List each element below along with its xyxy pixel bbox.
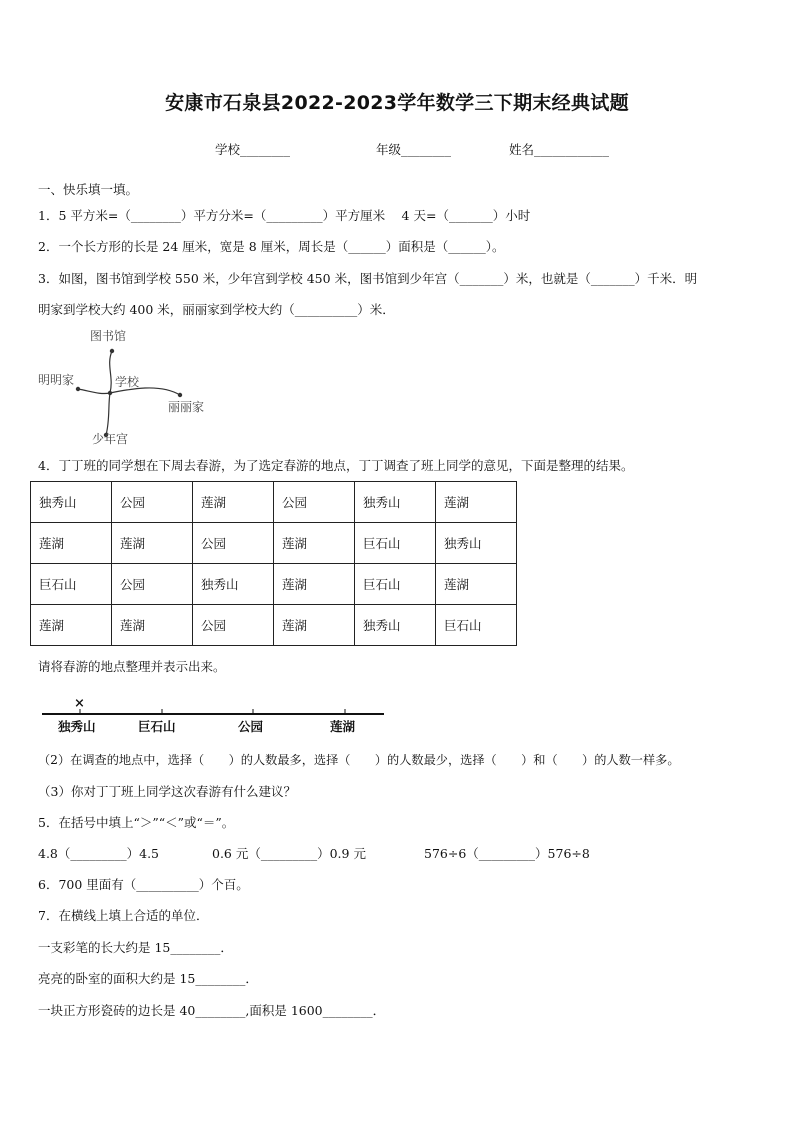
table-cell: 莲湖 bbox=[112, 523, 193, 564]
question-7: 7．在横线上填上合适的单位． bbox=[38, 908, 209, 923]
grade-field: 年级________ bbox=[376, 142, 452, 157]
table-cell: 莲湖 bbox=[112, 605, 193, 646]
table-cell: 莲湖 bbox=[274, 523, 355, 564]
number-line-label: 独秀山 bbox=[58, 719, 96, 734]
library-dot bbox=[110, 349, 114, 353]
question-7-1: 一支彩笔的长大约是 15________． bbox=[38, 940, 233, 955]
youth-palace-label: 少年宫 bbox=[92, 432, 129, 446]
question-2: 2．一个长方形的长是 24 厘米，宽是 8 厘米，周长是（______）面积是（______）。 bbox=[38, 239, 505, 254]
lili-label: 丽丽家 bbox=[168, 400, 205, 414]
table-cell: 巨石山 bbox=[355, 564, 436, 605]
table-cell: 公园 bbox=[193, 605, 274, 646]
q5-item-3: 576÷6（_________）576÷8 bbox=[424, 846, 590, 861]
school-field: 学校________ bbox=[215, 142, 291, 157]
table-cell: 莲湖 bbox=[436, 564, 517, 605]
q5-item-1: 4.8（_________）4.5 bbox=[38, 846, 160, 861]
table-cell: 独秀山 bbox=[31, 482, 112, 523]
table-row bbox=[31, 564, 517, 605]
table-cell: 莲湖 bbox=[274, 564, 355, 605]
library-label: 图书馆 bbox=[90, 329, 127, 343]
question-5: 5．在括号中填上“＞”“＜”或“＝”。 bbox=[38, 815, 235, 830]
table-cell: 巨石山 bbox=[436, 605, 517, 646]
table-cell: 独秀山 bbox=[355, 605, 436, 646]
school-label: 学校 bbox=[115, 375, 140, 389]
table-cell: 巨石山 bbox=[31, 564, 112, 605]
map-drawing bbox=[30, 325, 230, 450]
table-cell: 公园 bbox=[274, 482, 355, 523]
q5-item-2: 0.6 元（_________）0.9 元 bbox=[212, 846, 366, 861]
question-7-3: 一块正方形瓷砖的边长是 40________,面积是 1600________． bbox=[38, 1003, 386, 1018]
question-1: 1．5 平方米=（________）平方分米=（_________）平方厘米 4 天=（_______）小时 bbox=[38, 208, 531, 223]
question-4-instruction: 请将春游的地点整理并表示出来。 bbox=[38, 659, 226, 674]
table-cell: 莲湖 bbox=[193, 482, 274, 523]
question-4: 4．丁丁班的同学想在下周去春游，为了选定春游的地点，丁丁调查了班上同学的意见，下面是整理的结果。 bbox=[38, 458, 634, 473]
table-cell: 公园 bbox=[193, 523, 274, 564]
table-cell: 莲湖 bbox=[31, 605, 112, 646]
page-title: 安康市石泉县2022-2023学年数学三下期末经典试题 bbox=[165, 92, 629, 114]
mingming-dot bbox=[76, 387, 80, 391]
table-cell: 独秀山 bbox=[355, 482, 436, 523]
tally-mark: × bbox=[74, 696, 85, 711]
location-map bbox=[30, 325, 230, 450]
school-dot bbox=[108, 391, 112, 395]
survey-table bbox=[30, 481, 517, 646]
number-line-drawing bbox=[40, 694, 390, 738]
table-cell: 莲湖 bbox=[31, 523, 112, 564]
table-cell: 公园 bbox=[112, 482, 193, 523]
name-field: 姓名____________ bbox=[509, 142, 610, 157]
number-line bbox=[40, 694, 390, 738]
question-4-part-2: （2）在调查的地点中，选择（ ）的人数最多，选择（ ）的人数最少，选择（ ）和（ ）的人数一样多。 bbox=[38, 753, 680, 767]
question-3-line-1: 3．如图，图书馆到学校 550 米，少年宫到学校 450 米，图书馆到少年宫（_______）米，也就是（_______）千米．明 bbox=[38, 271, 698, 286]
table-row bbox=[31, 523, 517, 564]
mingming-label: 明明家 bbox=[38, 373, 75, 387]
lili-dot bbox=[178, 393, 182, 397]
section-heading: 一、快乐填一填。 bbox=[38, 182, 139, 197]
number-line-label: 巨石山 bbox=[138, 719, 176, 734]
table-row bbox=[31, 605, 517, 646]
table-cell: 独秀山 bbox=[436, 523, 517, 564]
number-line-label: 公园 bbox=[238, 719, 264, 734]
question-6: 6．700 里面有（__________）个百。 bbox=[38, 877, 249, 892]
question-4-part-3: （3）你对丁丁班上同学这次春游有什么建议？ bbox=[38, 784, 296, 799]
question-7-2: 亮亮的卧室的面积大约是 15________． bbox=[38, 971, 258, 986]
question-3-line-2: 明家到学校大约 400 米，丽丽家到学校大约（__________）米． bbox=[38, 302, 395, 317]
table-cell: 莲湖 bbox=[436, 482, 517, 523]
table-cell: 公园 bbox=[112, 564, 193, 605]
table-cell: 莲湖 bbox=[274, 605, 355, 646]
table-row bbox=[31, 482, 517, 523]
table-cell: 巨石山 bbox=[355, 523, 436, 564]
table-cell: 独秀山 bbox=[193, 564, 274, 605]
number-line-label: 莲湖 bbox=[330, 719, 356, 734]
